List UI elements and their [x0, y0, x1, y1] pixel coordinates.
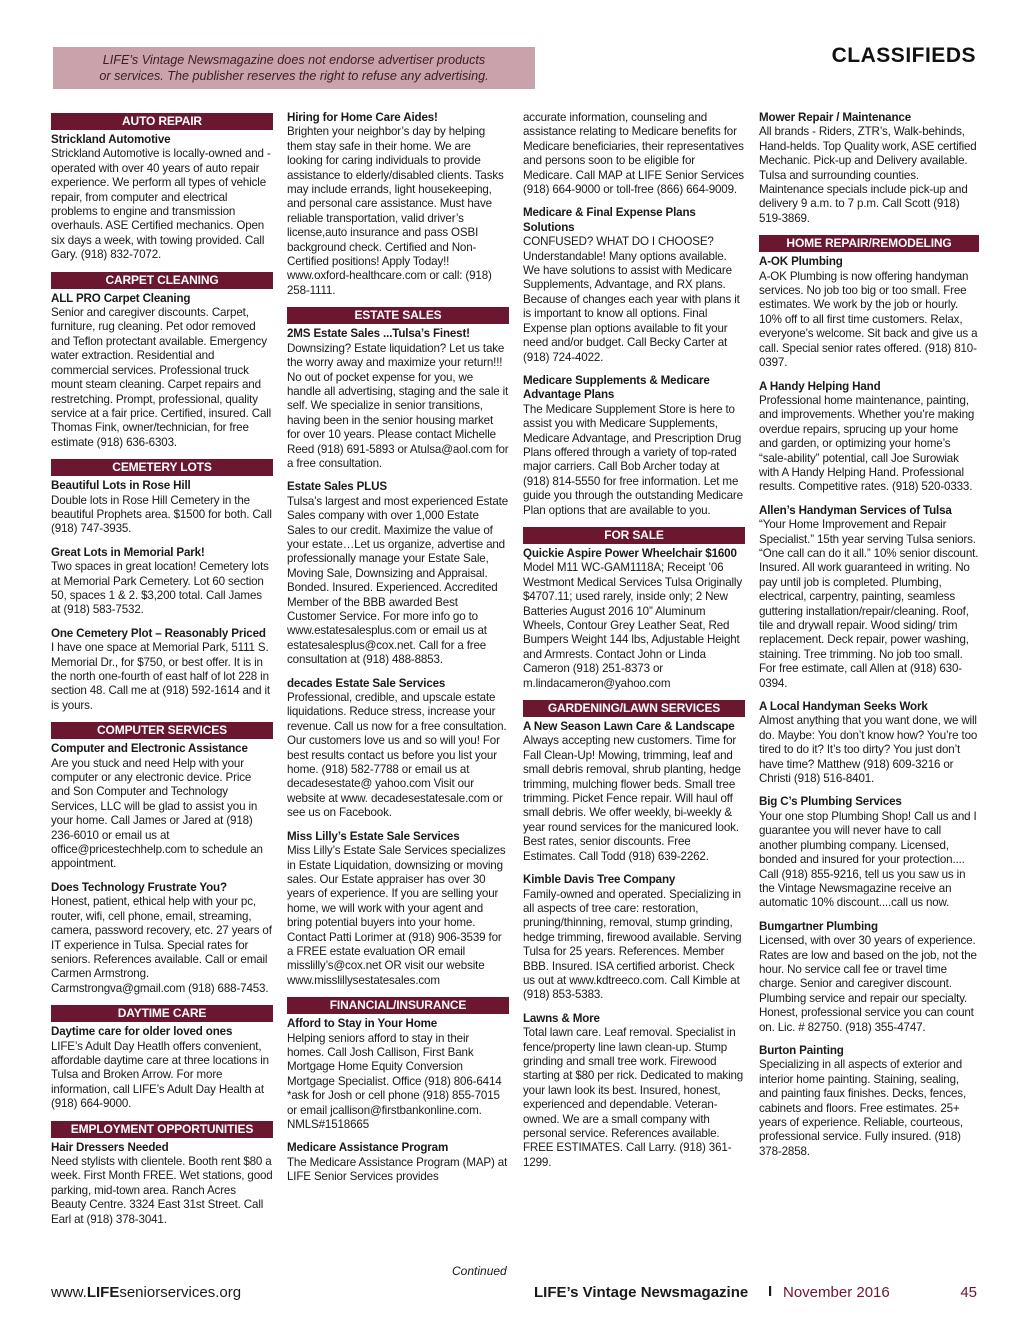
classified-ad [759, 111, 979, 226]
ad-title: Mower Repair / Maintenance [759, 111, 912, 124]
ad-body: Are you stuck and need Help with your computer or any electronic device. Price and Son Computer and Technology Services, LLC will be glad to assist you in your home. Call James or Jared at (918) 236-6010 or email us at office@pricestechhelp.com to schedule an appointment. [51, 756, 263, 871]
ad-body: The Medicare Supplement Store is here to assist you with Medicare Supplements, Medicare Advantage, and Prescription Drug Plans offered through a variety of top-rated major carriers. Call Bob Archer today at (918) 814-5550 for free information. Let me guide you through the outstanding Medicare Plan options that are available to you. [523, 402, 743, 517]
classified-ad [287, 327, 509, 471]
ad-title: Lawns & More [523, 1011, 600, 1025]
ad-body: accurate information, counseling and assistance relating to Medicare benefits for Medicare beneficiaries, their representatives and persons soon to be eligible for Medicare. Call MAP at LIFE Senior Services (918) 664-9000 or toll-free (866) 664-9009. [523, 111, 744, 197]
classified-ad [759, 795, 979, 910]
footer-magazine-name: LIFE’s Vintage Newsmagazine [534, 1284, 749, 1301]
ad-body: LIFE’s Adult Day Heatlh offers convenient, affordable daytime care at three locations in Tulsa and Broken Arrow. For more information, call LIFE’s Adult Day Health at (918) 664-9000. [51, 1039, 269, 1111]
ad-title: Bumgartner Plumbing [759, 919, 878, 933]
ad-body: CONFUSED? WHAT DO I CHOOSE? Understandable! Many options available. We have solutions to assist with Medicare Supplements, Advantage, and RX plans. Because of changes each year with plans it is important to know all options. Final Expense plan options available to fit your need and/or budget. Call Becky Carter at (918) 724-4022. [523, 235, 740, 364]
ad-body: Professional home maintenance, painting, and improvements. Whether you’re making overdue repairs, sprucing up your home and garden, or optimizing your home’s “sale-ability” potential, call Joe Surowiak with A Handy Helping Hand. Professional results. Competitive rates. (918) 520-0333. [759, 393, 975, 494]
disclaimer-banner [53, 47, 535, 89]
ad-body: Model M11 WC-GAM1118A; Receipt ’06 Westmont Medical Services Tulsa Originally $4707.11; used rarely, inside only; 2 New Batteries August 2016 10” Aluminum Wheels, Contour Grey Leather Seat, Red Bumpers Weight 144 lbs, Adjustable Height and Armrests. Contact John or Linda Cameron (918) 251-8373 or m.lindacameron@yahoo.com [523, 561, 742, 690]
classified-ad [51, 546, 273, 618]
ad-body: Tulsa’s largest and most experienced Estate Sales company with over 1,000 Estate Sales to our credit. Maximize the value of your estate…Let us organize, advertise and professionally manage your Estate Sale, Moving Sale, Downsizing and Appraisal. Bonded. Insured. Experienced. Accredited Member of the BBB awarded Best Customer Service. For more info go to www.estatesalesplus.com or email us at estatesalesplus@cox.net. Call for a free consultation at (918) 488-8853. [287, 494, 509, 667]
disclaimer-line-1: LIFE’s Vintage Newsmagazine does not endorse advertiser products [102, 53, 486, 67]
ad-body: Two spaces in great location! Cemetery lots at Memorial Park Cemetery. Lot 60 section 50, spaces 1 & 2. $3,200 total. Call James at (918) 583-7532. [51, 560, 269, 617]
classified-ad [51, 479, 273, 537]
classified-ad [51, 133, 273, 263]
ad-body: Total lawn care. Leaf removal. Specialist in fence/property line lawn clean-up. Stump grinding and small tree work. Firewood starting at $80 per rick. Dedicated to making your lawn look its best. Insured, honest, experienced and dependable. Veteran-owned. We are a small company with personal service. References available. FREE ESTIMATES. Call Larry. (918) 361-1299. [523, 1026, 744, 1169]
classified-ad [51, 1141, 273, 1227]
ad-title: Big C’s Plumbing Services [759, 795, 902, 809]
ad-body: Almost anything that you want done, we will do. Maybe: You don’t know how? You’re too tired to do it? It’s too dirty? You just don’t have time? Matthew (918) 609-3216 or Christi (918) 516-8401. [759, 714, 978, 786]
ad-title: Miss Lilly’s Estate Sale Services [287, 829, 460, 843]
ad-body: Need stylists with clientele. Booth rent $80 a week. First Month FREE. Wet stations, good parking, mid-town area. Ranch Acres Beauty Centre. 3324 East 31st Street. Call Earl at (918) 378-3041. [51, 1154, 273, 1226]
ad-title: Quickie Aspire Power Wheelchair $1600 [523, 546, 737, 560]
classified-ad [523, 873, 745, 1003]
ad-body: Professional, credible, and upscale estate liquidations. Reduce stress, increase your revenue. Call us now for a free consultation. Our customers love us and so will you! For best results contact us before you list your home. (918) 582-7788 or email us at decadesestate@ yahoo.com Visit our website at www. decadesestatesale.com or see us on Facebook. [287, 691, 507, 820]
footer-issue-date: November 2016 [783, 1284, 890, 1301]
ad-title: ALL PRO Carpet Cleaning [51, 291, 191, 305]
footer-website-link[interactable] [51, 1284, 241, 1301]
ad-title: A-OK Plumbing [759, 255, 843, 269]
ad-title: Does Technology Frustrate You? [51, 880, 227, 894]
ad-body: I have one space at Memorial Park, 5111 S. Memorial Dr., for $750, or best offer. It is in the north one-fourth of east half of lot 228 in section 48. Call me at (918) 592-1614 and it is yours. [51, 641, 270, 712]
column-3 [523, 111, 745, 1179]
ad-body: Always accepting new customers. Time for Fall Clean-Up! Mowing, trimming, leaf and small debris removal, shrub planting, hedge trimming, mulching flower beds. Small tree trimming. Picket Fence repair. Will haul off small debris. We offer weekly, bi-weekly & year round services for the manicured look. Best rates, senior discounts. Free Estimates. Call Todd (918) 639-2262. [523, 734, 741, 863]
ad-title: Beautiful Lots in Rose Hill [51, 479, 191, 493]
ad-body: Brighten your neighbor’s day by helping them stay safe in their home. We are looking for caring individuals to provide assistance to elderly/disabled clients. Tasks may include errands, light housekeeping, and personal care assistance. Must have reliable transportation, valid driver’s license,auto insurance and pass OSBI background check. Certified and Non-Certified positions! Apply Today!! www.oxford-healthcare.com or call: (918) 258-1111. [287, 125, 504, 297]
column-2 [287, 111, 509, 1194]
ad-title: Strickland Automotive [51, 133, 171, 146]
ad-body: Licensed, with over 30 years of experience. Rates are low and based on the job, not the hour. No service call fee or travel time charge. Senior and caregiver discount. Plumbing service and repair our specialty. Honest, professional service you can count on. Lic. # 82750. (918) 355-4747. [759, 934, 977, 1034]
ad-title: decades Estate Sale Services [287, 676, 446, 690]
classified-ad [51, 627, 273, 713]
classified-ad [287, 1141, 509, 1184]
column-4 [759, 111, 979, 1168]
classified-ad [287, 830, 509, 988]
classified-ad [759, 504, 979, 691]
classified-ad [523, 720, 745, 864]
category-header: HOME REPAIR/REMODELING [759, 235, 979, 252]
ad-body: Honest, patient, ethical help with your pc, router, wifi, cell phone, email, streaming, camera, password recovery, etc. 27 years of IT experience in Tulsa. Special rates for seniors. References available. Call or email Carmen Armstrong. Carmstrongva@gmail.com (918) 688-7453. [51, 895, 272, 995]
category-header: CEMETERY LOTS [51, 459, 273, 476]
classified-ad [287, 677, 509, 821]
ad-title: A Local Handyman Seeks Work [759, 700, 928, 714]
classified-ad [51, 292, 273, 450]
ad-title: Afford to Stay in Your Home [287, 1017, 438, 1031]
classified-ad [523, 547, 745, 691]
ad-body: Specializing in all aspects of exterior and interior home painting. Staining, sealing, and painting faux finishes. Decks, fences, cabinets and floors. Free estimates. 25+ years of experience. Reliable, courteous, professional service. Fully insured. (918) 378-2858. [759, 1058, 967, 1158]
column-1 [51, 111, 273, 1236]
classified-ad [523, 206, 745, 364]
ad-title: 2MS Estate Sales ...Tulsa’s Finest! [287, 327, 470, 341]
category-header: FINANCIAL/INSURANCE [287, 997, 509, 1014]
classified-ad [287, 1017, 509, 1132]
ad-body: The Medicare Assistance Program (MAP) at LIFE Senior Services provides [287, 1155, 508, 1184]
footer-separator: I [768, 1283, 773, 1300]
ad-title: Kimble Davis Tree Company [523, 873, 676, 887]
category-header: EMPLOYMENT OPPORTUNITIES [51, 1121, 273, 1138]
category-header: DAYTIME CARE [51, 1005, 273, 1022]
ad-body: A-OK Plumbing is now offering handyman services. No job too big or too small. Free estimates. We work by the job or hourly. 10% off to all first time customers. Relax, everyone’s welcome. Sit back and give us a call. Special senior rates offered. (918) 810-0397. [759, 269, 978, 370]
ad-title: Medicare Supplements & Medicare Advantage Plans [523, 373, 710, 402]
classified-ad [759, 700, 979, 786]
continued-label: Continued [452, 1264, 507, 1278]
url-bold: LIFE [86, 1284, 120, 1301]
category-header: GARDENING/LAWN SERVICES [523, 700, 745, 717]
ad-title: Medicare & Final Expense Plans Solutions [523, 206, 696, 234]
ad-body: All brands - Riders, ZTR’s, Walk-behinds, Hand-helds. Top Quality work, ASE certified Mechanic. Pick-up and Delivery available. Tulsa and surrounding counties. Maintenance specials include pick-up and delivery 9 a.m. to 7 p.m. Call Scott (918) 519-3869. [759, 125, 977, 225]
url-prefix: www. [51, 1284, 87, 1301]
ad-title: One Cemetery Plot – Reasonably Priced [51, 626, 266, 640]
classified-ad [51, 881, 273, 996]
category-header: CARPET CLEANING [51, 272, 273, 289]
ad-body: Your one stop Plumbing Shop! Call us and I guarantee you will never have to call another plumbing company. Licensed, bonded and insured for your protection.... Call (918) 855-9216, tell us you saw us in the Vintage Newsmagazine receive an automatic 10% discount....call us now. [759, 809, 977, 910]
url-suffix: seniorservices.org [119, 1284, 242, 1301]
ad-title: Daytime care for older loved ones [51, 1025, 233, 1039]
ad-title: Allen’s Handyman Services of Tulsa [759, 503, 952, 517]
ad-title: Burton Painting [759, 1043, 844, 1057]
ad-title: A New Season Lawn Care & Landscape [523, 720, 735, 734]
category-header: COMPUTER SERVICES [51, 722, 273, 739]
ad-title: Estate Sales PLUS [287, 480, 387, 494]
classified-ad [523, 374, 745, 518]
ad-title: Computer and Electronic Assistance [51, 742, 248, 756]
classified-ad [759, 255, 979, 370]
ad-body: Miss Lilly’s Estate Sale Services specializes in Estate Liquidation, downsizing or moving sales. Our Estate appraiser has over 30 years of experience. If you are selling your home, we will work with your agent and bring potential buyers into your home. Contact Patti Lorimer at (918) 906-3539 for a FREE estate evaluation OR email misslilly’s@cox.net OR visit our website www.misslillysestatesales.com [287, 844, 506, 987]
ad-title: Great Lots in Memorial Park! [51, 545, 205, 559]
page-number: 45 [960, 1284, 977, 1301]
ad-title: Medicare Assistance Program [287, 1141, 449, 1155]
category-header: ESTATE SALES [287, 307, 509, 324]
ad-body: Double lots in Rose Hill Cemetery in the beautiful Prophets area. $1500 for both. Call (918) 747-3935. [51, 493, 272, 536]
classified-ad [287, 111, 509, 298]
classified-ad [523, 111, 745, 197]
classified-ad [759, 920, 979, 1035]
classified-ad [51, 1025, 273, 1111]
ad-title: A Handy Helping Hand [759, 379, 881, 393]
classified-ad [523, 1012, 745, 1170]
ad-body: Family-owned and operated. Specializing in all aspects of tree care: restoration, pruning/thinning, removal, stump grinding, hedge trimming, firewood available. Serving Tulsa for 25 years. References. Member BBB. Insured. ISA certified arborist. Check us out at www.kdtreeco.com. Call Kimble at (918) 853-5383. [523, 887, 742, 1002]
ad-body: Senior and caregiver discounts. Carpet, furniture, rug cleaning. Pet odor removed and Teflon protectant available. Emergency water extraction. Residential and commercial services. Professional truck mount steam cleaning. Carpet repairs and restretching. Prompt, professional, quality service at a fair price. Certified, insured. Call Thomas Fink, owner/technician, for free estimate (918) 636-6303. [51, 306, 272, 449]
ad-body: “Your Home Improvement and Repair Specialist.” 15th year serving Tulsa seniors. “One call can do it all.” 10% senior discount. Insured. All work guaranteed in writing. No pay until job is completed. Plumbing, electrical, carpentry, painting, seamless guttering installation/repair/cleaning. Roof, tile and drywall repair. Wood siding/ trim replacement. Deck repair, power washing, staining. Tree trimming. No job too small. For free estimate, call Allen at (918) 630-0394. [759, 518, 979, 690]
classified-ad [287, 480, 509, 667]
ad-body: Downsizing? Estate liquidation? Let us take the worry away and maximize your return!!! No out of pocket expense for you, we handle all advertising, staging and the sale it self. We specialize in senior transitions, having been in the senior housing market for over 10 years. Please contact Michelle Reed (918) 691-5893 or Atulsa@aol.com for a free consultation. [287, 341, 509, 470]
ad-title: Hiring for Home Care Aides! [287, 111, 438, 124]
ad-body: Helping seniors afford to stay in their homes. Call Josh Callison, First Bank Mortgage Home Equity Conversion Mortgage Specialist. Office (918) 806-6414 *ask for Josh or cell phone (918) 855-7015 or email jcallison@firstbankonline.com. NMLS#1518665 [287, 1031, 502, 1131]
section-title: CLASSIFIEDS [831, 44, 976, 67]
classified-ad [51, 742, 273, 872]
category-header: FOR SALE [523, 527, 745, 544]
category-header: AUTO REPAIR [51, 113, 273, 130]
ad-title: Hair Dressers Needed [51, 1140, 169, 1154]
classified-ad [759, 1044, 979, 1159]
disclaimer-line-2: or services. The publisher reserves the right to refuse any advertising. [99, 69, 489, 83]
ad-body: Strickland Automotive is locally-owned and - operated with over 40 years of auto repair experience. We perform all types of vehicle repair, from computer and electrical problems to engine and transmission overhauls. ASE Certified mechanics. Open six days a week, with towing provided. Call Gary. (918) 832-7072. [51, 147, 271, 262]
classified-ad [759, 380, 979, 495]
